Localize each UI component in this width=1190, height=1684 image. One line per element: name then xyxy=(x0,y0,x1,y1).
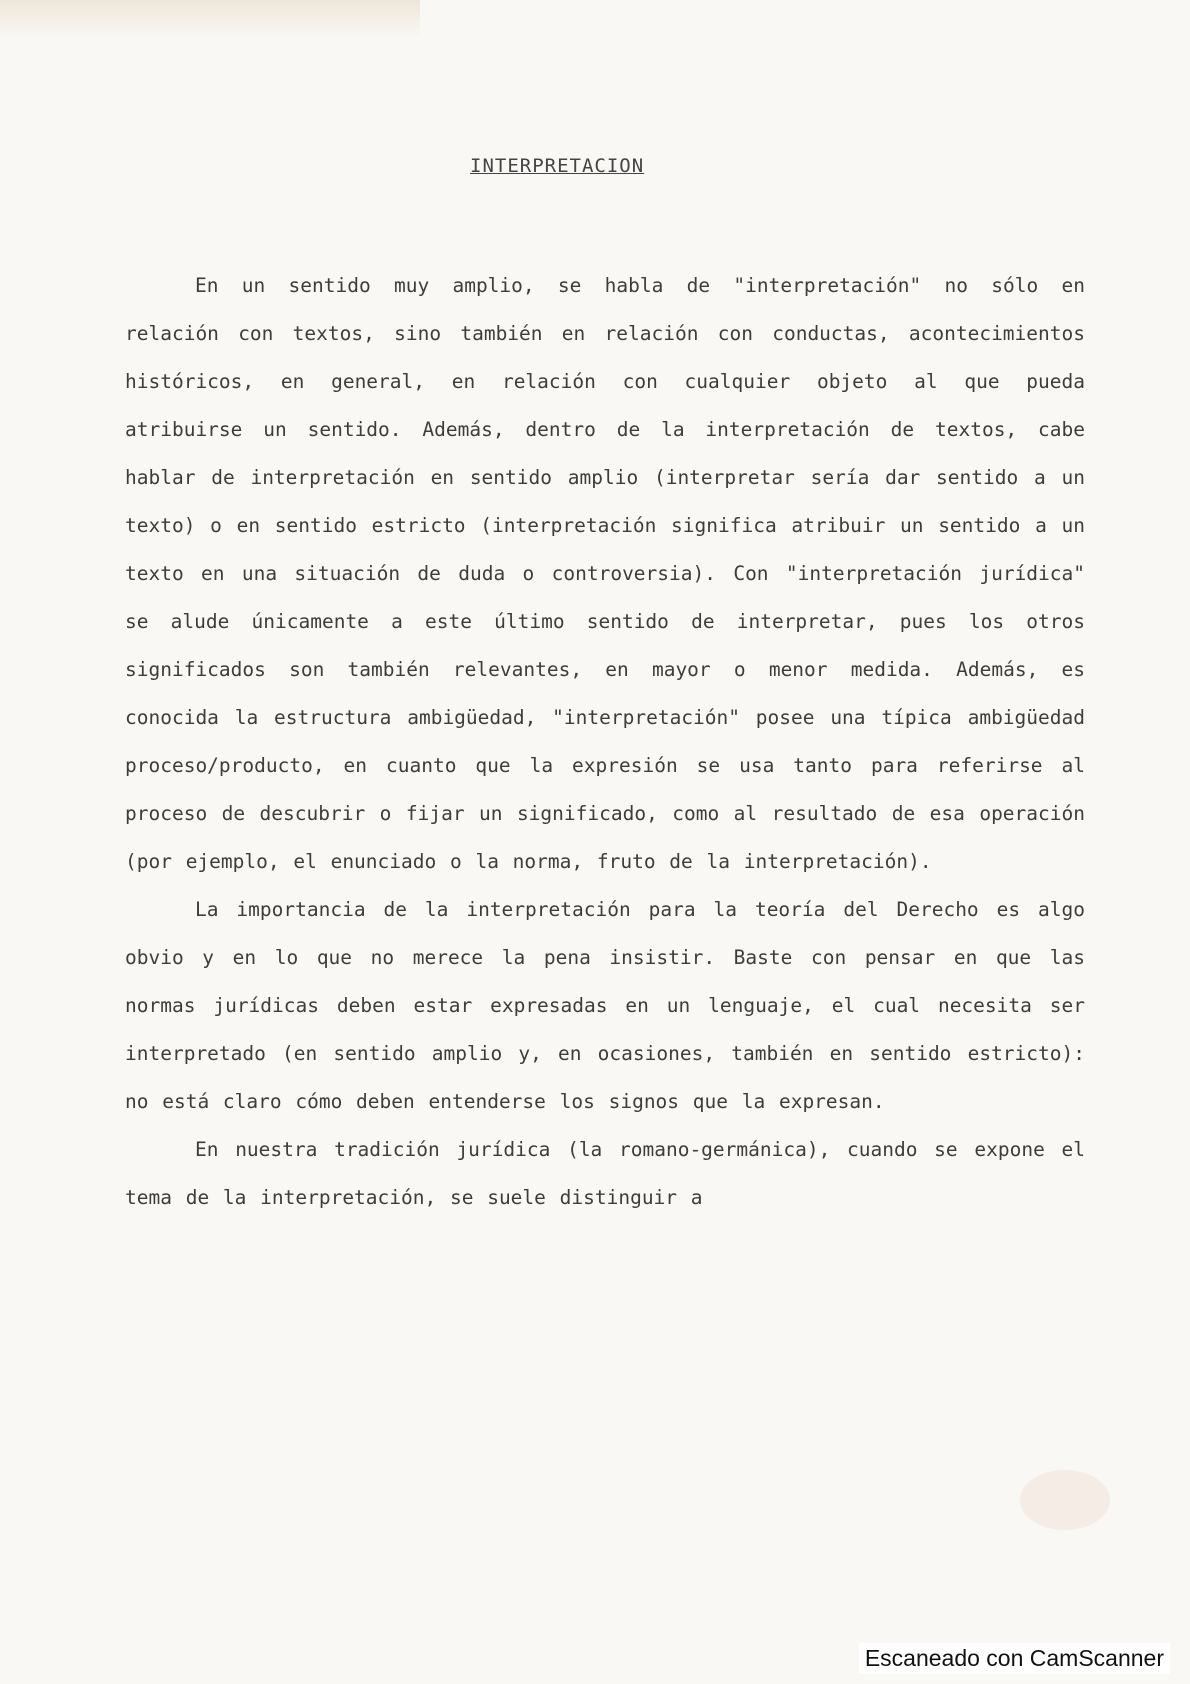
paragraph-2: La importancia de la interpretación para la teoría del Derecho es algo obvio y en lo que no merece la pena insistir. Baste con pensar en que las normas jurídicas deben estar expresadas en un lenguaje, el cual necesita ser interpretado (en sentido amplio y, en ocasiones, también en sentido estricto): no está claro cómo deben entenderse los signos que la expresan. xyxy=(125,898,1085,1113)
page-title: INTERPRETACION xyxy=(470,155,645,177)
scan-edge-shadow xyxy=(0,0,420,38)
body-text xyxy=(125,262,1085,1222)
paragraph-3: En nuestra tradición jurídica (la romano-germánica), cuando se expone el tema de la interpretación, se suele distinguir a xyxy=(125,1138,1085,1209)
paragraph-1: En un sentido muy amplio, se habla de "interpretación" no sólo en relación con textos, sino también en relación con conductas, acontecimientos históricos, en general, en relación con cualquier objeto al que pueda atribuirse un sentido. Además, dentro de la interpretación de textos, cabe hablar de interpretación en sentido amplio (interpretar sería dar sentido a un texto) o en sentido estricto (interpretación significa atribuir un sentido a un texto en una situación de duda o controversia). Con "interpretación jurídica" se alude únicamente a este último sentido de interpretar, pues los otros significados son también relevantes, en mayor o menor medida. Además, es conocida la estructura ambigüedad, "interpretación" posee una típica ambigüedad proceso/producto, en cuanto que la expresión se usa tanto para referirse al proceso de descubrir o fijar un significado, como al resultado de esa operación (por ejemplo, el enunciado o la norma, fruto de la interpretación). xyxy=(125,274,1085,873)
scanner-watermark: Escaneado con CamScanner xyxy=(859,1643,1170,1674)
paper-stain xyxy=(1020,1470,1110,1530)
